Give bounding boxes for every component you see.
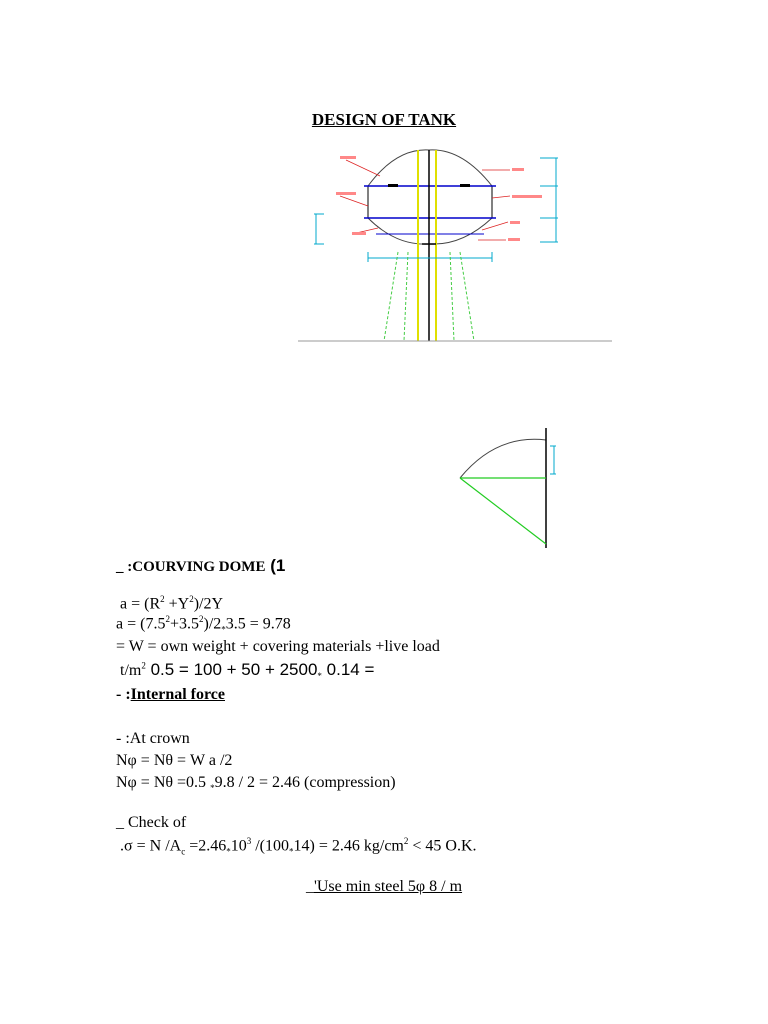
w-definition: = W = own weight + covering materials +live load	[116, 638, 440, 655]
top-dome-arc	[368, 150, 492, 186]
n-equation: Nφ = Nθ = W a /2	[116, 752, 233, 769]
at-crown: - :At crown	[116, 730, 190, 747]
internal-force-heading: - :Internal force	[116, 686, 225, 703]
dome-geometry-sketch	[456, 426, 568, 550]
min-steel-note: _'Use min steel 5φ 8 / m	[305, 878, 463, 895]
a-formula: $a = (R^2 +Y^2)/2Y$	[120, 594, 224, 613]
load-calculation: $t/m^2$ $0.5 = 100 + 50 + 2500_*$ 0.14 =	[120, 660, 375, 682]
section-heading: _ :COURVING DOME (1	[116, 556, 286, 575]
a-value: $a = (7.5^2+3.5^2)/2_*3.5 = 9.78$	[116, 614, 291, 635]
check-of: _ Check of	[116, 814, 187, 831]
page-title: DESIGN OF TANK	[311, 110, 457, 129]
n-value: Nφ = Nθ =0.5 $_*$9.8 / 2 = 2.46 (compression)	[116, 774, 396, 794]
bottom-dome-arc	[368, 218, 492, 244]
radius-slant	[460, 478, 546, 544]
dome-arc	[460, 439, 546, 478]
sigma-check: .σ = N $/A_c =2.46_*10^3$ $/(100_*14) = 2.46$ $kg/cm^2 < 45$ O.K.	[120, 836, 477, 857]
tank-elevation-drawing	[296, 146, 614, 346]
